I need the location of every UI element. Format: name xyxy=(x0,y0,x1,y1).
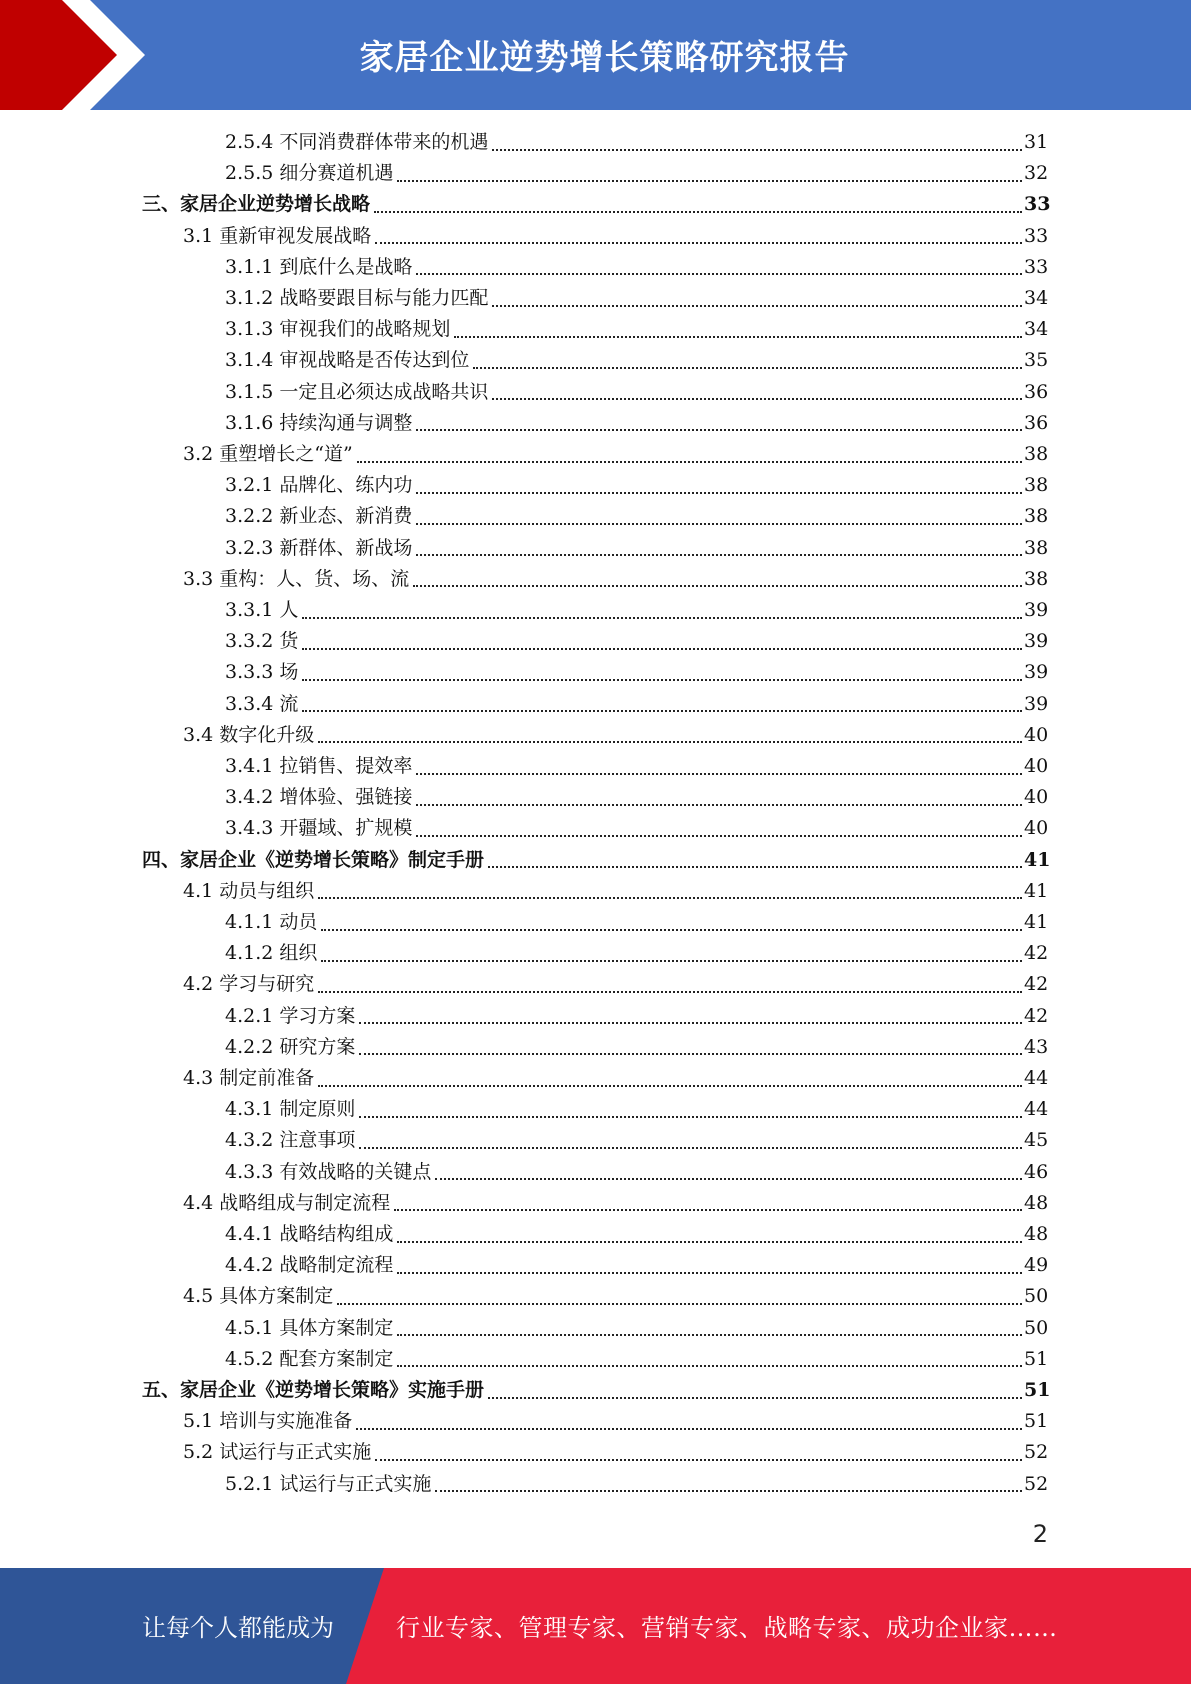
toc-entry-page: 34 xyxy=(1024,287,1049,309)
toc-entry[interactable] xyxy=(225,283,1048,314)
toc-entry[interactable] xyxy=(225,314,1048,345)
toc-entry[interactable] xyxy=(225,377,1048,408)
toc-entry-page: 51 xyxy=(1024,1379,1051,1401)
toc-entry-label: 4.2 学习与研究 xyxy=(183,973,315,996)
toc-entry-label: 4.2.1 学习方案 xyxy=(225,1004,356,1027)
toc-entry-label: 3.1.2 战略要跟目标与能力匹配 xyxy=(225,287,489,309)
toc-entry-page: 48 xyxy=(1024,1191,1049,1214)
toc-entry-page: 40 xyxy=(1024,817,1049,840)
toc-entry-page: 50 xyxy=(1024,1285,1049,1308)
toc-leader-dots xyxy=(397,1365,1022,1367)
toc-leader-dots xyxy=(359,1053,1022,1055)
toc-entry-label: 3.3.2 货 xyxy=(225,630,299,653)
page-header xyxy=(0,0,1191,110)
toc-entry[interactable] xyxy=(183,720,1048,751)
toc-entry[interactable] xyxy=(225,252,1048,283)
toc-entry[interactable] xyxy=(225,595,1048,626)
toc-entry[interactable] xyxy=(225,1313,1048,1344)
toc-leader-dots xyxy=(321,960,1022,962)
toc-entry[interactable] xyxy=(225,501,1048,532)
toc-entry-label: 四、家居企业《逆势增长策略》制定手册 xyxy=(142,848,485,871)
toc-entry-label: 3.2.1 品牌化、练内功 xyxy=(225,474,413,497)
toc-leader-dots xyxy=(416,835,1022,837)
toc-entry[interactable] xyxy=(225,907,1048,938)
toc-leader-dots xyxy=(454,336,1022,338)
toc-entry[interactable] xyxy=(183,221,1048,252)
toc-entry-label: 三、家居企业逆势增长战略 xyxy=(142,193,371,216)
toc-leader-dots xyxy=(302,648,1022,650)
toc-leader-dots xyxy=(318,1085,1022,1087)
toc-entry[interactable] xyxy=(225,1219,1048,1250)
toc-leader-dots xyxy=(321,929,1022,931)
toc-entry-label: 5.2.1 试运行与正式实施 xyxy=(225,1472,432,1495)
toc-entry-page: 33 xyxy=(1024,193,1051,216)
toc-entry[interactable] xyxy=(183,439,1048,470)
toc-entry-page: 39 xyxy=(1024,630,1049,653)
toc-entry-page: 40 xyxy=(1024,786,1049,809)
toc-entry-page: 38 xyxy=(1024,536,1049,559)
toc-leader-dots xyxy=(473,367,1022,369)
toc-entry[interactable] xyxy=(225,657,1048,688)
toc-leader-dots xyxy=(488,866,1022,868)
toc-entry[interactable] xyxy=(142,845,1051,876)
toc-leader-dots xyxy=(416,429,1022,431)
toc-leader-dots xyxy=(318,991,1022,993)
toc-entry[interactable] xyxy=(142,189,1051,220)
toc-entry-label: 2.5.4 不同消费群体带来的机遇 xyxy=(225,131,489,153)
toc-entry-label: 4.1.2 组织 xyxy=(225,942,318,965)
toc-entry-page: 51 xyxy=(1024,1347,1049,1370)
toc-entry-page: 38 xyxy=(1024,474,1049,497)
toc-entry-page: 36 xyxy=(1024,380,1049,403)
toc-entry-label: 3.4.1 拉销售、提效率 xyxy=(225,755,413,777)
toc-entry-label: 4.5.1 具体方案制定 xyxy=(225,1316,394,1339)
toc-entry-label: 4.2.2 研究方案 xyxy=(225,1035,356,1058)
toc-entry-label: 2.5.5 细分赛道机遇 xyxy=(225,162,394,185)
toc-entry[interactable] xyxy=(183,969,1048,1000)
toc-leader-dots xyxy=(359,1116,1022,1118)
footer-slogan-right: 行业专家、管理专家、营销专家、战略专家、成功企业家…… xyxy=(396,1614,1058,1642)
toc-entry[interactable] xyxy=(225,813,1048,844)
toc-leader-dots xyxy=(318,741,1022,743)
toc-entry[interactable] xyxy=(183,1437,1048,1468)
toc-entry-label: 4.1 动员与组织 xyxy=(183,879,315,902)
toc-entry[interactable] xyxy=(225,345,1048,376)
toc-leader-dots xyxy=(375,242,1022,244)
toc-entry[interactable] xyxy=(225,626,1048,657)
toc-entry-page: 40 xyxy=(1024,755,1049,777)
toc-leader-dots xyxy=(337,1303,1022,1305)
toc-entry-label: 4.1.1 动员 xyxy=(225,911,318,933)
document-title: 家居企业逆势增长策略研究报告 xyxy=(359,38,850,78)
toc-entry[interactable] xyxy=(225,1001,1048,1032)
footer-slogan-left: 让每个人都能成为 xyxy=(142,1614,334,1642)
toc-entry-page: 42 xyxy=(1024,1004,1049,1027)
toc-entry-page: 45 xyxy=(1024,1129,1049,1152)
toc-entry-page: 34 xyxy=(1024,318,1049,341)
toc-entry-page: 40 xyxy=(1024,723,1049,746)
toc-entry-page: 49 xyxy=(1024,1254,1049,1277)
toc-entry-page: 41 xyxy=(1024,879,1049,902)
toc-entry-label: 3.1.3 审视我们的战略规划 xyxy=(225,318,451,341)
toc-entry-label: 3.1 重新审视发展战略 xyxy=(183,224,372,247)
toc-leader-dots xyxy=(492,149,1022,151)
toc-entry-label: 3.3.3 场 xyxy=(225,661,299,684)
toc-entry[interactable] xyxy=(225,1469,1048,1500)
toc-leader-dots xyxy=(302,710,1022,712)
toc-entry-page: 44 xyxy=(1024,1067,1049,1089)
toc-leader-dots xyxy=(416,273,1022,275)
toc-entry-label: 4.4.2 战略制定流程 xyxy=(225,1254,394,1277)
toc-entry[interactable] xyxy=(225,751,1048,782)
toc-entry-label: 3.2 重塑增长之“道” xyxy=(183,443,353,465)
toc-entry[interactable] xyxy=(225,127,1048,158)
toc-entry-page: 38 xyxy=(1024,567,1049,590)
toc-entry[interactable] xyxy=(183,1188,1048,1219)
toc-entry-label: 5.2 试运行与正式实施 xyxy=(183,1441,372,1464)
toc-entry-page: 52 xyxy=(1024,1441,1049,1464)
toc-leader-dots xyxy=(397,1334,1022,1336)
toc-entry-page: 43 xyxy=(1024,1035,1049,1058)
toc-leader-dots xyxy=(356,1428,1022,1430)
toc-entry-label: 3.2.3 新群体、新战场 xyxy=(225,536,413,559)
toc-entry-page: 41 xyxy=(1024,848,1051,871)
toc-leader-dots xyxy=(416,523,1022,525)
toc-leader-dots xyxy=(302,679,1022,681)
toc-entry-label: 4.3.3 有效战略的关键点 xyxy=(225,1160,432,1183)
toc-entry[interactable] xyxy=(142,1375,1051,1406)
toc-entry-label: 3.2.2 新业态、新消费 xyxy=(225,505,413,528)
toc-entry-label: 4.5.2 配套方案制定 xyxy=(225,1347,394,1370)
toc-leader-dots xyxy=(435,1178,1022,1180)
toc-entry[interactable] xyxy=(225,533,1048,564)
toc-entry-label: 3.3.4 流 xyxy=(225,692,299,715)
toc-leader-dots xyxy=(359,1147,1022,1149)
toc-entry[interactable] xyxy=(225,1250,1048,1281)
toc-leader-dots xyxy=(416,554,1022,556)
toc-entry[interactable] xyxy=(225,408,1048,439)
toc-leader-dots xyxy=(397,1241,1022,1243)
toc-leader-dots xyxy=(416,773,1022,775)
toc-entry-label: 3.3 重构：人、货、场、流 xyxy=(183,567,410,590)
toc-entry-label: 3.4.2 增体验、强链接 xyxy=(225,786,413,809)
page-number: 2 xyxy=(1032,1520,1048,1548)
toc-entry-label: 5.1 培训与实施准备 xyxy=(183,1410,353,1433)
toc-entry-label: 4.4.1 战略结构组成 xyxy=(225,1223,394,1245)
toc-entry-page: 33 xyxy=(1024,255,1049,278)
toc-entry[interactable] xyxy=(183,876,1048,907)
toc-entry[interactable] xyxy=(225,470,1048,501)
toc-entry[interactable] xyxy=(183,564,1048,595)
toc-entry[interactable] xyxy=(225,689,1048,720)
toc-entry-label: 4.5 具体方案制定 xyxy=(183,1285,334,1308)
toc-leader-dots xyxy=(394,1209,1022,1211)
toc-entry-page: 39 xyxy=(1024,661,1049,684)
toc-entry-label: 3.1.6 持续沟通与调整 xyxy=(225,411,413,434)
toc-leader-dots xyxy=(397,180,1022,182)
toc-entry-page: 33 xyxy=(1024,224,1049,247)
toc-entry[interactable] xyxy=(225,938,1048,969)
toc-entry-label: 3.1.4 审视战略是否传达到位 xyxy=(225,349,470,372)
toc-leader-dots xyxy=(435,1490,1022,1492)
toc-leader-dots xyxy=(375,1459,1022,1461)
toc-entry-page: 32 xyxy=(1024,162,1049,185)
toc-entry-label: 3.1.5 一定且必须达成战略共识 xyxy=(225,380,489,403)
toc-entry-page: 39 xyxy=(1024,692,1049,715)
toc-entry-page: 35 xyxy=(1024,349,1049,372)
toc-entry[interactable] xyxy=(183,1281,1048,1312)
toc-entry-label: 3.1.1 到底什么是战略 xyxy=(225,255,413,278)
toc-entry[interactable] xyxy=(225,1344,1048,1375)
toc-leader-dots xyxy=(492,305,1022,307)
toc-entry-page: 42 xyxy=(1024,973,1049,996)
toc-leader-dots xyxy=(374,211,1022,213)
toc-entry-page: 36 xyxy=(1024,411,1049,434)
toc-entry-label: 3.4.3 开疆域、扩规模 xyxy=(225,817,413,840)
toc-entry-page: 51 xyxy=(1024,1410,1049,1433)
toc-leader-dots xyxy=(397,1272,1022,1274)
toc-entry[interactable] xyxy=(225,158,1048,189)
toc-entry-page: 42 xyxy=(1024,942,1049,965)
toc-entry-page: 44 xyxy=(1024,1098,1049,1121)
toc-entry[interactable] xyxy=(225,782,1048,813)
toc-entry[interactable] xyxy=(183,1406,1048,1437)
toc-entry-page: 41 xyxy=(1024,911,1049,933)
toc-entry-label: 3.4 数字化升级 xyxy=(183,723,315,746)
toc-entry-page: 38 xyxy=(1024,505,1049,528)
toc-entry[interactable] xyxy=(225,1125,1048,1156)
toc-entry-label: 4.3.1 制定原则 xyxy=(225,1098,356,1121)
toc-leader-dots xyxy=(416,804,1022,806)
toc-entry[interactable] xyxy=(183,1063,1048,1094)
toc-leader-dots xyxy=(359,1022,1022,1024)
toc-entry[interactable] xyxy=(225,1094,1048,1125)
toc-entry-label: 4.4 战略组成与制定流程 xyxy=(183,1191,391,1214)
toc-entry-page: 39 xyxy=(1024,599,1049,621)
toc-leader-dots xyxy=(416,492,1022,494)
toc-entry-page: 52 xyxy=(1024,1472,1049,1495)
page-footer xyxy=(0,1568,1191,1684)
toc-entry-label: 3.3.1 人 xyxy=(225,599,299,621)
toc-entry-page: 48 xyxy=(1024,1223,1049,1245)
toc-entry-page: 50 xyxy=(1024,1316,1049,1339)
toc-leader-dots xyxy=(492,398,1022,400)
toc-leader-dots xyxy=(318,897,1022,899)
toc-entry[interactable] xyxy=(225,1032,1048,1063)
toc-entry[interactable] xyxy=(225,1157,1048,1188)
toc-entry-label: 4.3.2 注意事项 xyxy=(225,1129,356,1152)
toc-leader-dots xyxy=(488,1397,1022,1399)
toc-leader-dots xyxy=(302,617,1022,619)
toc-entry-page: 38 xyxy=(1024,443,1049,465)
toc-leader-dots xyxy=(357,461,1022,463)
toc-entry-label: 4.3 制定前准备 xyxy=(183,1067,315,1089)
toc-entry-page: 31 xyxy=(1024,131,1049,153)
toc-leader-dots xyxy=(413,585,1022,587)
toc-entry-page: 46 xyxy=(1024,1160,1049,1183)
toc-entry-label: 五、家居企业《逆势增长策略》实施手册 xyxy=(142,1379,485,1401)
